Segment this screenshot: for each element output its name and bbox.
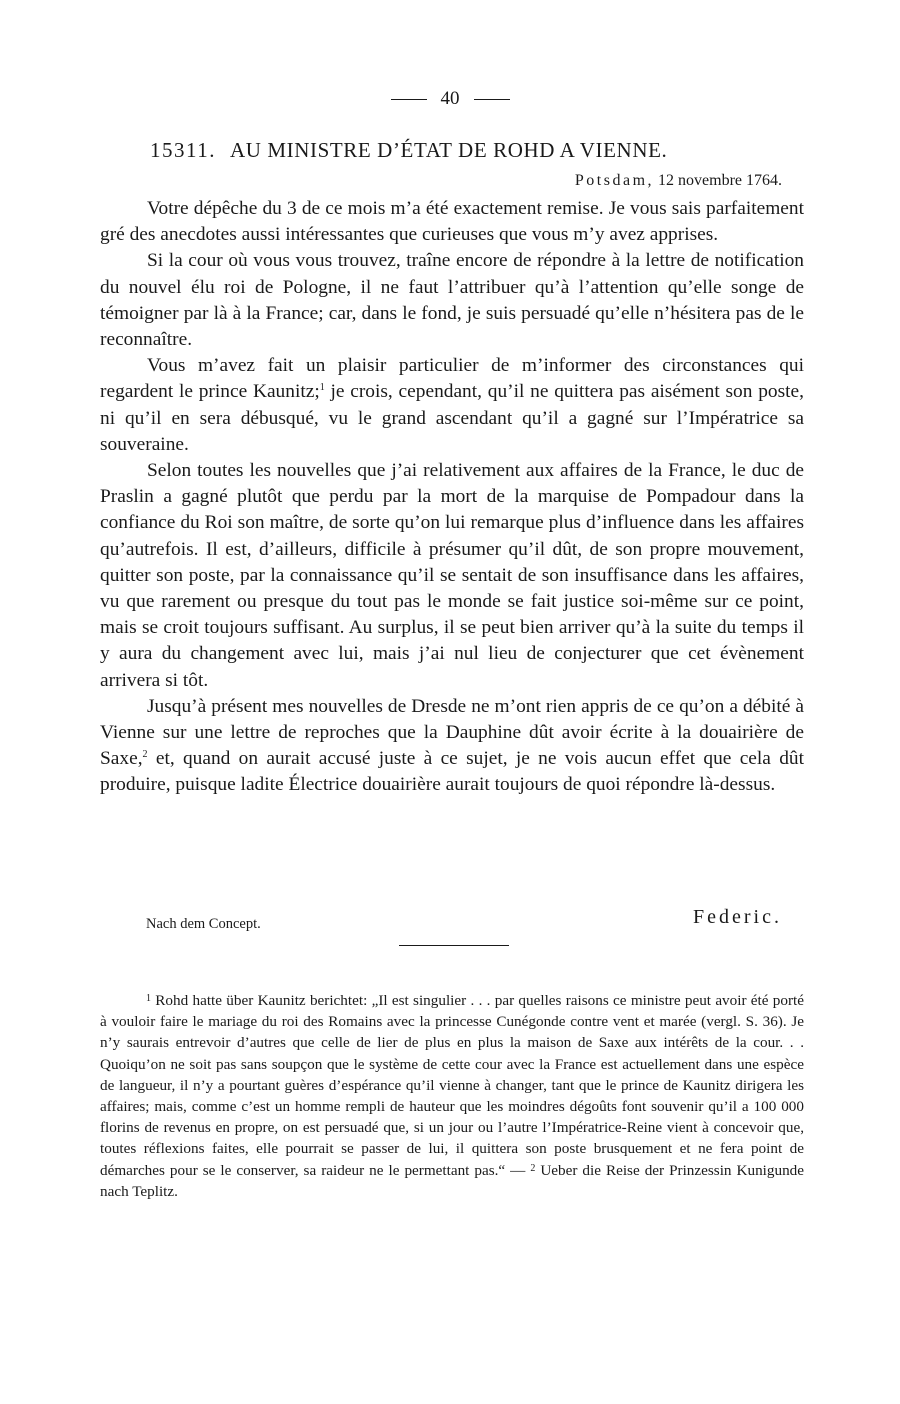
- dateline-date: 12 novembre 1764.: [658, 172, 782, 189]
- paragraph-text: et, quand on aurait accusé juste à ce sujet, je ne vois aucun effet que cela dût produire, puisque ladite Électrice douairière aurait toujours de quoi répondre là-dessus.: [100, 748, 804, 796]
- footnote-mark: 1: [146, 993, 151, 1004]
- letter-number: 15311.: [150, 138, 216, 162]
- footnote-mark: 2: [530, 1162, 536, 1174]
- footnote-reference: 1: [319, 382, 325, 394]
- footnote-text: Ueber die Reise der Prinzessin Kunigunde nach Teplitz.: [100, 1161, 804, 1200]
- footnote-text: Rohd hatte über Kaunitz berichtet: „Il est singulier . . . par quelles raisons ce ministre peut avoir été porté à vouloir faire le mariage du roi des Romains avec la princesse Cunégonde contre vent et marée (vergl. S. 36). Je n’y saurais entrevoir d’autres que celle de lier de plus en plus la maison de Saxe aux intérêts de la cour. . . Quoiqu’on ne soit pas sans soupçon que le système de cette cour avec la France est actuellement dans une espèce de langueur, il n’y a pourtant guères d’espérance qu’il vienne à changer, tant que le prince de Kaunitz dirigera les affaires; mais, comme c’est un homme rempli de hauteur que les moindres dégoûts font souvenir qu’il a 100 000 florins de revenus en propre, on est persuadé que, si un jour ou l’autre l’Impératrice-Reine vient à concevoir que, toutes réflexions faites, elle pourrait se passer de lui, il quittera son poste brusquement et ne fera point de démarches pour se le conserver, sa raideur ne le permettant pas.“ —: [100, 992, 805, 1179]
- footnotes: [100, 990, 804, 1202]
- paragraph: [100, 458, 804, 694]
- footnote: [100, 990, 804, 1202]
- letter-title: AU MINISTRE D’ÉTAT DE ROHD A VIENNE.: [229, 138, 668, 162]
- paragraph-text: Selon toutes les nouvelles que j’ai relativement aux affaires de la France, le duc de Praslin a gagné plutôt que perdu par la mort de la marquise de Pompadour dans la confiance du Roi son maître, de sorte qu’on lui remarque plus d’influence dans les affaires qu’autrefois. Il est, d’ailleurs, difficile à présumer qu’il dût, de son propre mouvement, quitter son poste, par la connaissance qu’il se sentait de son insuffisance dans les affaires, vu que rarement ou presque du tout pas le monde se fait justice soi-même sur ce point, mais se croit toujours suffisant. Au surplus, il se peut bien arriver qu’à la suite du temps il y aura du changement avec lui, mais j’ai nul lieu de conjecturer que cet évènement arrivera si tôt.: [100, 460, 804, 691]
- paragraph: [100, 353, 804, 458]
- paragraph: [100, 248, 804, 353]
- dateline-place: Potsdam,: [574, 172, 655, 189]
- paragraph-text: Votre dépêche du 3 de ce mois m’a été exactement remise. Je vous sais parfaitement gré des anecdotes aussi intéressantes que curieuses que vous m’y avez apprises.: [100, 198, 804, 246]
- paragraph-text: Vous m’avez fait un plaisir particulier de m’informer des circonstances qui regardent le prince Kaunitz;: [100, 355, 804, 403]
- letter-heading: [150, 138, 800, 163]
- paragraph-text: je crois, cependant, qu’il ne quittera pas aisément son poste, ni qu’il en sera débusqué, vu le grand ascendant qu’il a gagné sur l’Impératrice sa souveraine.: [100, 381, 804, 455]
- paragraph-text: Jusqu’à présent mes nouvelles de Dresde ne m’ont rien appris de ce qu’on a débité à Vienne sur une lettre de reproches que la Dauphine dût avoir écrite à la douairière de Saxe,: [100, 695, 804, 770]
- paragraph: [100, 196, 804, 248]
- paragraph-text: Si la cour où vous vous trouvez, traîne encore de répondre à la lettre de notification du nouvel élu roi de Pologne, il ne faut l’attribuer qu’à l’attention qu’elle songe de témoigner par là à la France; car, dans le fond, je suis persuadé qu’elle n’hésitera pas de le reconnaître.: [100, 250, 804, 351]
- page-number-dash-left: [391, 99, 427, 100]
- page-number: 40: [440, 88, 460, 109]
- source-note: Nach dem Concept.: [146, 916, 261, 932]
- footnote-divider: [399, 945, 509, 946]
- dateline: [575, 172, 782, 190]
- page-number-dash-right: [474, 99, 510, 100]
- paragraph: [100, 694, 804, 799]
- page-number-line: [0, 88, 900, 110]
- letter-body: [100, 196, 804, 799]
- signature: Federic.: [693, 906, 782, 928]
- footnote-reference: 2: [142, 749, 148, 761]
